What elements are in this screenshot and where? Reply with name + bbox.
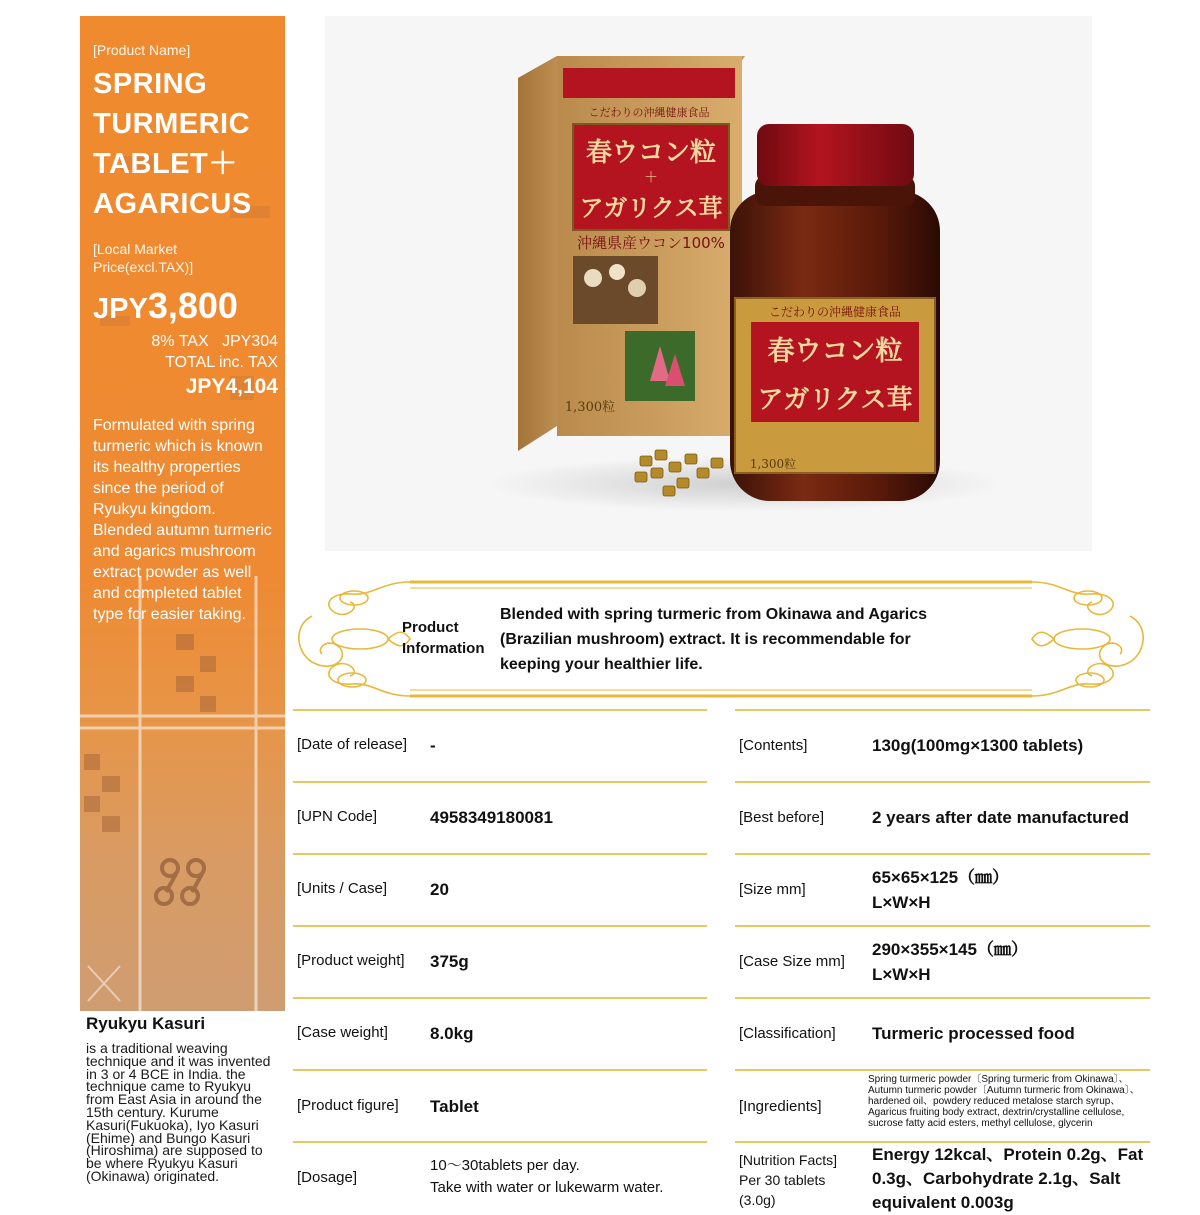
case-weight-label: [Case weight] xyxy=(297,1024,388,1041)
product-info-text: Blended with spring turmeric from Okinawa and Agarics (Brazilian mushroom) extract. It is recommendable for keeping your healthier life. xyxy=(500,606,928,673)
product-figure-value: Tablet xyxy=(430,1097,479,1116)
classification-label: [Classification] xyxy=(739,1025,836,1042)
box-title-2: アガリクス茸 xyxy=(579,194,723,222)
table-rule xyxy=(293,1141,707,1143)
product-weight-value: 375g xyxy=(430,952,469,971)
product-figure-label: [Product figure] xyxy=(297,1097,399,1114)
nutrition-facts-label xyxy=(739,1150,837,1210)
units-case-value: 20 xyxy=(430,880,449,899)
table-rule xyxy=(735,709,1150,711)
price xyxy=(93,284,278,331)
box-top-text: こだわりの沖縄健康食品 xyxy=(588,106,710,119)
box-plus: ＋ xyxy=(644,170,658,186)
product-name xyxy=(93,64,278,224)
table-rule xyxy=(293,1069,707,1071)
box-title-1: 春ウコン粒 xyxy=(585,138,717,168)
price-currency: JPY xyxy=(93,293,148,325)
box-count: 1,300粒 xyxy=(564,400,616,415)
ingredients-label: [Ingredients] xyxy=(739,1098,822,1115)
table-rule xyxy=(293,853,707,855)
bottle-count: 1,300粒 xyxy=(749,457,797,471)
case-size-line: 290×355×145（㎜） xyxy=(872,940,1028,959)
product-sidebar xyxy=(80,16,285,1011)
dosage-line: 10～30tablets per day. xyxy=(430,1157,580,1174)
case-size-value xyxy=(872,937,1028,987)
table-rule xyxy=(735,781,1150,783)
product-illustration xyxy=(325,16,1092,551)
ingredients-value: Spring turmeric powder〔Spring turmeric from Okinawa〕、Autumn turmeric powder〔Autumn turmeric from Okinawa〕、hardened oil、powdery reduced metalose starch syrup、Agaricus fruiting body extract, dextrin/crystalline cellulose, sucrose fatty acid esters, methyl cellulose, glycerin xyxy=(868,1074,1140,1129)
total-price: JPY4,104 xyxy=(185,375,278,398)
product-info-label-line: Information xyxy=(402,640,485,657)
table-rule xyxy=(735,853,1150,855)
table-rule xyxy=(293,709,707,711)
product-description: Formulated with spring turmeric which is known its healthy properties since the period of Ryukyu kingdom. Blended autumn turmeric and agarics mushroom extract powder as well and completed tablet type for easier taking. xyxy=(93,417,272,623)
sidebar-content xyxy=(93,42,278,625)
nutrition-label-line: [Nutrition Facts] xyxy=(739,1152,838,1168)
price-value: 3,800 xyxy=(147,285,238,326)
box-subtitle: 沖縄県産ウコン100% xyxy=(577,234,725,252)
bottle-top-text: こだわりの沖縄健康食品 xyxy=(768,305,902,319)
date-of-release-value: - xyxy=(430,736,436,755)
bottle-cap xyxy=(757,124,914,186)
product-info-label xyxy=(402,617,485,659)
dosage-line: Take with water or lukewarm water. xyxy=(430,1179,664,1196)
contents-label: [Contents] xyxy=(739,737,808,754)
case-size-label: [Case Size mm] xyxy=(739,953,845,970)
box-side xyxy=(518,56,557,451)
product-info-label-line: Product xyxy=(402,619,459,636)
tax-amount: 8% TAX JPY304 xyxy=(151,333,278,350)
local-price-label-line: Price(excl.TAX)] xyxy=(93,259,194,275)
best-before-label: [Best before] xyxy=(739,809,825,826)
bottle-title-1: 春ウコン粒 xyxy=(767,336,903,367)
table-rule xyxy=(293,925,707,927)
left-flourish xyxy=(299,582,410,696)
upn-code-label: [UPN Code] xyxy=(297,808,378,825)
nutrition-label-line: Per 30 tablets xyxy=(739,1172,826,1188)
best-before-value: 2 years after date manufactured xyxy=(872,808,1129,827)
case-size-line: L×W×H xyxy=(872,965,931,984)
product-weight-label: [Product weight] xyxy=(297,952,405,969)
local-price-label-line: [Local Market xyxy=(93,241,178,257)
bottle-title-2: アガリクス茸 xyxy=(757,385,913,415)
size-value xyxy=(872,865,1009,915)
units-case-label: [Units / Case] xyxy=(297,880,388,897)
classification-value: Turmeric processed food xyxy=(872,1024,1075,1043)
nutrition-facts-value: Energy 12kcal、Protein 0.2g、Fat 0.3g、Carbohydrate 2.1g、Salt equivalent 0.003g xyxy=(872,1145,1144,1212)
dosage-label: [Dosage] xyxy=(297,1169,358,1186)
kasuri-description: is a traditional weaving technique and it was invented in 3 or 4 BCE in India. the technique came to Ryukyu from East Asia in around the 15th century. Kurume Kasuri(Fukuoka), Iyo Kasuri (Ehime) and Bungo Kasuri (Hiroshima) are supposed to be where Ryukyu Kasuri (Okinawa) originated. xyxy=(86,1040,271,1184)
dosage-value xyxy=(430,1155,663,1199)
date-of-release-label: [Date of release] xyxy=(297,736,408,753)
product-name-line: AGARICUS xyxy=(93,188,252,220)
product-name-line: TURMERIC xyxy=(93,108,251,140)
size-label: [Size mm] xyxy=(739,881,806,898)
local-price-label xyxy=(93,240,278,276)
table-rule xyxy=(293,781,707,783)
contents-value: 130g(100mg×1300 tablets) xyxy=(872,736,1084,755)
product-photo xyxy=(325,16,1092,551)
product-name-line: SPRING xyxy=(93,68,208,100)
box-red-band xyxy=(563,68,735,98)
total-label: TOTAL inc. TAX xyxy=(165,354,278,371)
product-name-line: TABLET＋ xyxy=(93,148,238,180)
product-info-banner xyxy=(292,576,1150,704)
right-flourish xyxy=(1032,582,1143,696)
nutrition-label-line: (3.0g) xyxy=(739,1192,776,1208)
size-line: 65×65×125（㎜） xyxy=(872,868,1010,887)
table-rule xyxy=(293,997,707,999)
size-line: L×W×H xyxy=(872,893,931,912)
table-rule xyxy=(735,997,1150,999)
table-rule xyxy=(735,925,1150,927)
product-name-label: [Product Name] xyxy=(93,42,191,58)
upn-code-value: 4958349180081 xyxy=(430,808,553,827)
table-rule xyxy=(735,1069,1150,1071)
kasuri-title: Ryukyu Kasuri xyxy=(86,1014,206,1033)
case-weight-value: 8.0kg xyxy=(430,1024,474,1043)
